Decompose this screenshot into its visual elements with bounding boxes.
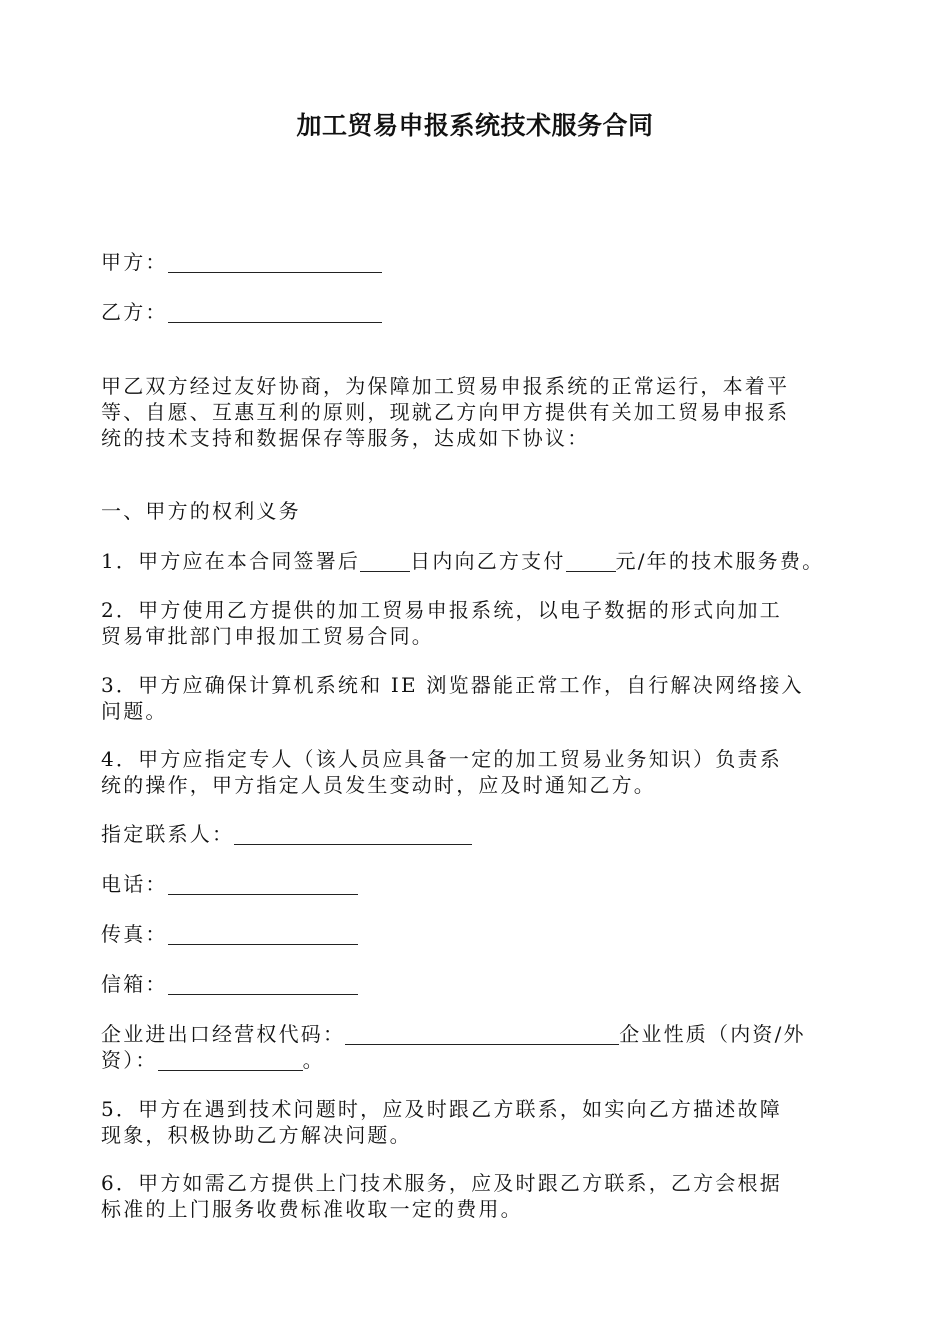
enterprise-code-label: 企业进出口经营权代码： xyxy=(101,1022,346,1046)
contact-person-line xyxy=(101,821,851,847)
intro-line-3: 统的技术支持和数据保存等服务，达成如下协议： xyxy=(101,426,590,450)
item-1-text-b: 日内向乙方支付 xyxy=(410,549,566,573)
item-3-line-2: 问题。 xyxy=(101,699,168,723)
enterprise-nature-blank xyxy=(158,1050,303,1071)
item-6-line-1: 6．甲方如需乙方提供上门技术服务，应及时跟乙方联系，乙方会根据 xyxy=(101,1171,782,1195)
fax-label: 传真： xyxy=(101,922,168,946)
item-5-line-2: 现象，积极协助乙方解决问题。 xyxy=(101,1123,412,1147)
item-1-text-c: 元/年的技术服务费。 xyxy=(615,549,825,573)
intro-line-2: 等、自愿、互惠互利的原则，现就乙方向甲方提供有关加工贸易申报系 xyxy=(101,400,790,424)
email-line xyxy=(101,971,851,997)
item-6-line-2: 标准的上门服务收费标准收取一定的费用。 xyxy=(101,1197,523,1221)
item-2-line-2: 贸易审批部门申报加工贸易合同。 xyxy=(101,624,434,648)
intro-line-1: 甲乙双方经过友好协商，为保障加工贸易申报系统的正常运行，本着平 xyxy=(101,374,790,398)
fax-blank xyxy=(168,924,358,945)
contact-person-blank xyxy=(234,824,472,845)
item-4-line-1: 4．甲方应指定专人（该人员应具备一定的加工贸易业务知识）负责系 xyxy=(101,747,782,771)
section-heading: 一、甲方的权利义务 xyxy=(101,499,301,523)
phone-line xyxy=(101,871,851,897)
email-blank xyxy=(168,974,358,995)
enterprise-line-1 xyxy=(101,1021,851,1047)
item-1-text-a: 1．甲方应在本合同签署后 xyxy=(101,549,361,573)
phone-label: 电话： xyxy=(101,872,168,896)
item-3-line-1: 3．甲方应确保计算机系统和 IE 浏览器能正常工作，自行解决网络接入 xyxy=(101,673,804,697)
item-4-line-2: 统的操作，甲方指定人员发生变动时，应及时通知乙方。 xyxy=(101,773,656,797)
enterprise-code-blank xyxy=(345,1024,619,1045)
fax-line xyxy=(101,921,851,947)
enterprise-nature-label-cont: 资）： xyxy=(101,1048,158,1072)
party-a-blank xyxy=(168,252,382,273)
item-1 xyxy=(101,548,851,574)
enterprise-nature-label: 企业性质（内资/外 xyxy=(619,1022,806,1046)
party-a-line xyxy=(101,249,851,275)
email-label: 信箱： xyxy=(101,972,168,996)
item-5-line-1: 5．甲方在遇到技术问题时，应及时跟乙方联系，如实向乙方描述故障 xyxy=(101,1097,782,1121)
party-b-label: 乙方： xyxy=(101,300,168,324)
enterprise-end-mark: 。 xyxy=(302,1048,325,1072)
contact-person-label: 指定联系人： xyxy=(101,822,235,846)
party-a-label: 甲方： xyxy=(101,250,168,274)
enterprise-line-2 xyxy=(101,1047,851,1073)
party-b-line xyxy=(101,299,851,325)
phone-blank xyxy=(168,874,358,895)
party-b-blank xyxy=(168,302,382,323)
days-blank xyxy=(360,551,410,572)
fee-blank xyxy=(566,551,616,572)
item-2-line-1: 2．甲方使用乙方提供的加工贸易申报系统，以电子数据的形式向加工 xyxy=(101,598,782,622)
document-title: 加工贸易申报系统技术服务合同 xyxy=(296,111,654,140)
